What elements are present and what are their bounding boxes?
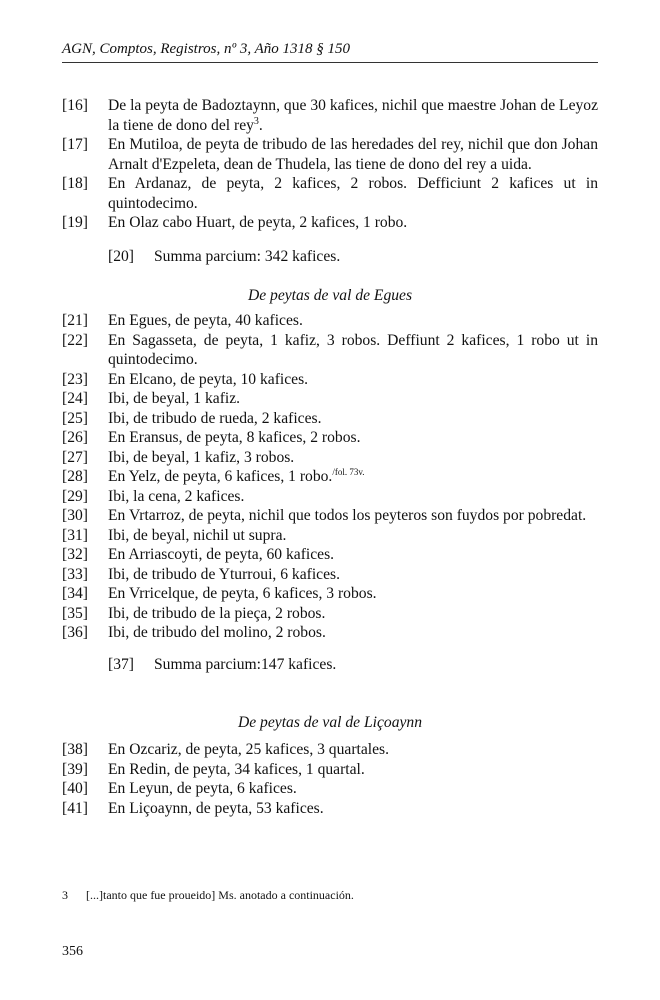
footnote-ref[interactable]: 3 [253, 115, 259, 127]
entry-text: En Egues, de peyta, 40 kafices. [108, 312, 303, 329]
entry [62, 448, 598, 468]
entry-text: Ibi, de tribudo de la pieça, 2 robos. [108, 604, 326, 622]
entry-text: Ibi, la cena, 2 kafices. [108, 487, 245, 505]
entry [62, 740, 598, 760]
entry [62, 311, 598, 331]
entry-number: [35] [62, 604, 88, 622]
entry-text: En Arriascoyti, de peyta, 60 kafices. [108, 546, 335, 563]
entry-number: [41] [62, 799, 88, 817]
entry-number: [25] [62, 409, 88, 427]
section-entries-1 [62, 96, 598, 266]
entry-text: En Mutiloa, de peyta de tribudo de las heredades del rey, nichil que don Johan Arnalt d'Ezpeleta, dean de Thudela, las tiene de dono del rey a uida. [108, 136, 598, 173]
entry [62, 370, 598, 390]
entry [62, 213, 598, 233]
entry-text: En Yelz, de peyta, 6 kafices, 1 robo.$^{/fol. 73v.}$ [108, 466, 365, 485]
entry [62, 467, 598, 487]
entry-number: [40] [62, 780, 88, 797]
entry [62, 779, 598, 799]
page-number: 356 [62, 944, 83, 959]
entry-text: De la peyta de Badoztaynn, que 30 kafices, nichil que maestre Johan de Leyoz la tiene de dono del rey$^3$. [108, 97, 598, 134]
section-heading: De peytas de val de Egues [247, 287, 413, 304]
section-entries-3 [62, 740, 598, 818]
entry-number: [16] [62, 97, 88, 114]
entry-number: [22] [62, 331, 88, 349]
summary-line [62, 247, 598, 267]
entry-number: [29] [62, 487, 88, 505]
entry-text: En Ozcariz, de peyta, 25 kafices, 3 quartales. [108, 741, 389, 758]
entry [62, 799, 598, 819]
entry [62, 409, 598, 429]
section-heading: De peytas de val de Liçoaynn [237, 714, 423, 731]
entry-text: En Leyun, de peyta, 6 kafices. [108, 780, 297, 797]
entry-number: [18] [62, 175, 88, 192]
entry-number: [19] [62, 214, 88, 231]
entry [62, 506, 598, 526]
entry [62, 428, 598, 448]
summary-line [62, 655, 598, 675]
entry [62, 487, 598, 507]
entry [62, 604, 598, 624]
entry-number: [27] [62, 448, 88, 466]
entry-number: [37] [108, 655, 134, 673]
entry-number: [21] [62, 312, 88, 329]
entry [62, 135, 598, 174]
entry-text: En Elcano, de peyta, 10 kafices. [108, 370, 309, 388]
footnote-number: 3 [62, 888, 68, 902]
entry-text: En Olaz cabo Huart, de peyta, 2 kafices, 1 robo. [108, 214, 408, 231]
section-entries-2 [62, 311, 598, 674]
entry [62, 526, 598, 546]
entry-text: Ibi, de beyal, 1 kafiz, 3 robos. [108, 448, 295, 466]
entry-text: En Vrricelque, de peyta, 6 kafices, 3 robos. [108, 585, 377, 602]
entry-number: [24] [62, 390, 88, 407]
entry-text: En Sagasseta, de peyta, 1 kafiz, 3 robos. Deffiunt 2 kafices, 1 robo ut in quintodecimo. [108, 331, 598, 368]
entry-number: [17] [62, 136, 88, 153]
footnote-text: [...]tanto que fue proueido] Ms. anotado a continuación. [86, 888, 354, 902]
entry-number: [39] [62, 760, 88, 778]
summary-text: Summa parcium:147 kafices. [154, 655, 337, 673]
entry-text: Ibi, de beyal, nichil ut supra. [108, 526, 287, 544]
entry-number: [28] [62, 468, 88, 485]
running-header: AGN, Comptos, Registros, nº 3, Año 1318 § 150 [62, 40, 598, 63]
entry-number: [31] [62, 526, 88, 544]
footnote [62, 888, 354, 903]
entry [62, 331, 598, 370]
folio-marker: /fol. 73v. [332, 466, 365, 477]
entry-text: Ibi, de beyal, 1 kafiz. [108, 390, 241, 407]
entry-text: Ibi, de tribudo del molino, 2 robos. [108, 624, 326, 641]
entry-number: [26] [62, 429, 88, 446]
entry [62, 389, 598, 409]
entry-number: [36] [62, 624, 88, 641]
entry-text: En Ardanaz, de peyta, 2 kafices, 2 robos. Defficiunt 2 kafices ut in quintodecimo. [108, 175, 598, 212]
entry-text: En Liçoaynn, de peyta, 53 kafices. [108, 799, 324, 817]
entry [62, 584, 598, 604]
entry-number: [23] [62, 370, 88, 388]
entry [62, 96, 598, 135]
entry-text: Ibi, de tribudo de Yturroui, 6 kafices. [108, 565, 340, 583]
entry-number: [38] [62, 741, 88, 758]
entry [62, 545, 598, 565]
entry-number: [32] [62, 546, 88, 563]
entry [62, 760, 598, 780]
entry-text: Ibi, de tribudo de rueda, 2 kafices. [108, 409, 322, 427]
entry-number: [30] [62, 507, 88, 524]
entry [62, 174, 598, 213]
entry-number: [34] [62, 585, 88, 602]
summary-text: Summa parcium: 342 kafices. [154, 247, 341, 265]
entry-text: En Eransus, de peyta, 8 kafices, 2 robos. [108, 429, 361, 446]
entry [62, 565, 598, 585]
entry-text: En Vrtarroz, de peyta, nichil que todos los peyteros son fuydos por pobredat. [108, 507, 587, 524]
entry-number: [33] [62, 565, 88, 583]
entry [62, 623, 598, 643]
entry-number: [20] [108, 247, 134, 265]
entry-text: En Redin, de peyta, 34 kafices, 1 quartal. [108, 760, 365, 778]
